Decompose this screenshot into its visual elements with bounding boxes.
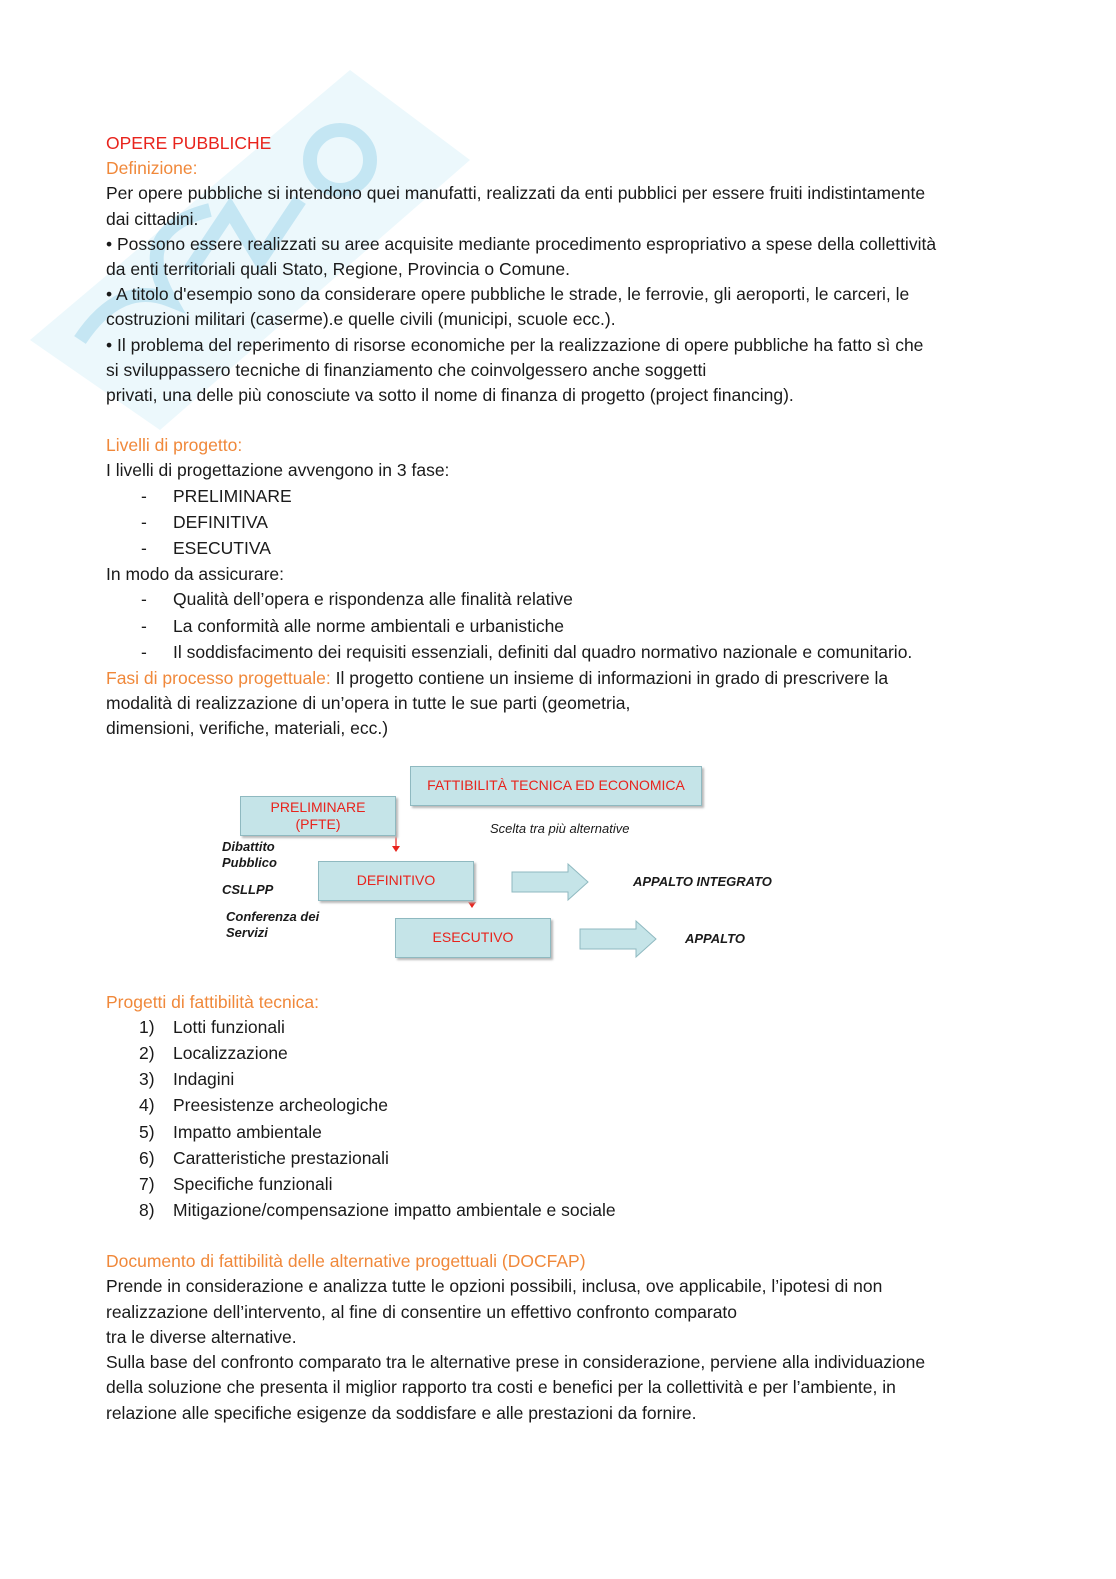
paragraph-line: • A titolo d'esempio sono da considerare opere pubbliche le strade, le ferrovie, gli aeroporti, le carceri, le bbox=[106, 284, 910, 305]
paragraph-line: si sviluppassero tecniche di finanziamento che coinvolgessero anche soggetti bbox=[106, 359, 707, 380]
box-preliminare bbox=[240, 796, 396, 836]
item-text: Mitigazione/compensazione impatto ambientale e sociale bbox=[173, 1200, 616, 1221]
paragraph-line: relazione alle specifiche esigenze da soddisfare e alle prestazioni da fornire. bbox=[106, 1402, 697, 1423]
paragraph-line: • Il problema del reperimento di risorse economiche per la realizzazione di opere pubbliche ha fatto sì che bbox=[106, 334, 924, 355]
item-number: 4) bbox=[139, 1095, 155, 1116]
list-item bbox=[106, 1120, 1006, 1146]
box-fattibilita-label: FATTIBILITÀ TECNICA ED ECONOMICA bbox=[427, 777, 685, 794]
list-item bbox=[106, 1041, 1006, 1067]
paragraph-line: dimensioni, verifiche, materiali, ecc.) bbox=[106, 718, 389, 739]
livelli-heading: Livelli di progetto: bbox=[106, 435, 243, 456]
list-item bbox=[106, 1015, 1006, 1041]
list-item bbox=[106, 1093, 1006, 1119]
paragraph-line: tra le diverse alternative. bbox=[106, 1326, 297, 1347]
item-number: 6) bbox=[139, 1147, 155, 1168]
list-item: - La conformità alle norme ambientali e urbanistiche bbox=[106, 614, 1006, 640]
item-text: Specifiche funzionali bbox=[173, 1173, 333, 1194]
conferenza-label bbox=[226, 909, 319, 941]
paragraph-line: della soluzione che presenta il miglior rapporto tra costi e benefici per la collettività e per l’ambiente, in bbox=[106, 1377, 896, 1398]
paragraph-line: costruzioni militari (caserme).e quelle civili (municipi, scuole ecc.). bbox=[106, 309, 616, 330]
fattibilita-heading: Progetti di fattibilità tecnica: bbox=[106, 991, 320, 1012]
box-preliminare-sub: (PFTE) bbox=[295, 815, 341, 832]
livelli-intro: I livelli di progettazione avvengono in 3 fase: bbox=[106, 460, 450, 481]
box-esecutivo bbox=[395, 918, 551, 958]
box-fattibilita bbox=[410, 766, 702, 806]
paragraph-line: • Possono essere realizzati su aree acquisite mediante procedimento espropriativo a spese della collettività bbox=[106, 233, 937, 254]
fattibilita-list bbox=[106, 1015, 1006, 1225]
list-item: - Il soddisfacimento dei requisiti essenziali, definiti dal quadro normativo nazionale e comunitario. bbox=[106, 640, 1006, 666]
livelli-list bbox=[106, 484, 1006, 563]
paragraph-line: privati, una delle più conosciute va sotto il nome di finanza di progetto (project financing). bbox=[106, 385, 794, 406]
box-esecutivo-label: ESECUTIVO bbox=[432, 929, 514, 946]
item-number: 5) bbox=[139, 1121, 155, 1142]
list-item bbox=[106, 1146, 1006, 1172]
paragraph-line: Per opere pubbliche si intendono quei manufatti, realizzati da enti pubblici per essere fruiti indistintamente bbox=[106, 183, 926, 204]
scelta-label: Scelta tra più alternative bbox=[490, 820, 630, 836]
list-item bbox=[106, 1067, 1006, 1093]
document-body bbox=[106, 131, 1006, 1426]
box-definitivo bbox=[318, 861, 474, 901]
list-item: - ESECUTIVA bbox=[106, 536, 1006, 562]
conferenza-line: Conferenza dei bbox=[226, 908, 320, 924]
arrowhead bbox=[392, 846, 400, 852]
item-text: Caratteristiche prestazionali bbox=[173, 1147, 389, 1168]
paragraph-line: Sulla base del confronto comparato tra le alternative prese in considerazione, perviene alla individuazione bbox=[106, 1352, 926, 1373]
livelli-intro2: In modo da assicurare: bbox=[106, 564, 285, 585]
item-number: 3) bbox=[139, 1069, 155, 1090]
item-text: Indagini bbox=[173, 1069, 235, 1090]
box-preliminare-label: PRELIMINARE bbox=[270, 798, 366, 815]
fasi-heading: Fasi di processo progettuale: bbox=[106, 667, 331, 688]
arrow-appalto-icon bbox=[580, 921, 656, 957]
paragraph-line: Prende in considerazione e analizza tutte le opzioni possibili, inclusa, ove applicabile, l’ipotesi di non bbox=[106, 1276, 883, 1297]
paragraph-line: da enti territoriali quali Stato, Regione, Provincia o Comune. bbox=[106, 259, 570, 280]
csllpp-label: CSLLPP bbox=[222, 881, 274, 897]
item-number: 2) bbox=[139, 1042, 155, 1063]
item-number: 8) bbox=[139, 1200, 155, 1221]
item-text: Localizzazione bbox=[173, 1042, 288, 1063]
list-item bbox=[106, 1172, 1006, 1198]
definizione-heading: Definizione: bbox=[106, 158, 198, 179]
item-text: Lotti funzionali bbox=[173, 1016, 285, 1037]
page-title: OPERE PUBBLICHE bbox=[106, 133, 272, 153]
list-item: - PRELIMINARE bbox=[106, 484, 1006, 510]
item-text: Impatto ambientale bbox=[173, 1121, 322, 1142]
appalto-integrato-label: APPALTO INTEGRATO bbox=[633, 873, 772, 889]
item-number: 7) bbox=[139, 1173, 155, 1194]
arrowhead bbox=[468, 902, 476, 908]
dibattito-label bbox=[222, 839, 277, 871]
list-item: - Qualità dell’opera e rispondenza alle finalità relative bbox=[106, 587, 1006, 613]
assicurare-list bbox=[106, 587, 1006, 666]
process-diagram bbox=[106, 742, 1006, 990]
fasi-paragraph bbox=[106, 666, 1006, 691]
pubblico-line: Pubblico bbox=[222, 854, 277, 870]
servizi-line: Servizi bbox=[226, 924, 268, 940]
item-text: Preesistenze archeologiche bbox=[173, 1095, 388, 1116]
item-number: 1) bbox=[139, 1016, 155, 1037]
paragraph-line: realizzazione dell’intervento, al fine di consentire un effettivo confronto comparato bbox=[106, 1301, 738, 1322]
docfap-heading: Documento di fattibilità delle alternative progettuali (DOCFAP) bbox=[106, 1251, 586, 1272]
appalto-label: APPALTO bbox=[685, 930, 745, 946]
list-item bbox=[106, 1198, 1006, 1224]
dibattito-line: Dibattito bbox=[222, 838, 275, 854]
list-item: - DEFINITIVA bbox=[106, 510, 1006, 536]
paragraph-line: dai cittadini. bbox=[106, 208, 199, 229]
arrow-appalto-integrato-icon bbox=[512, 864, 588, 900]
fasi-text: Il progetto contiene un insieme di informazioni in grado di prescrivere la bbox=[330, 667, 889, 688]
paragraph-line: modalità di realizzazione di un’opera in tutte le sue parti (geometria, bbox=[106, 693, 631, 714]
box-definitivo-label: DEFINITIVO bbox=[356, 872, 436, 889]
